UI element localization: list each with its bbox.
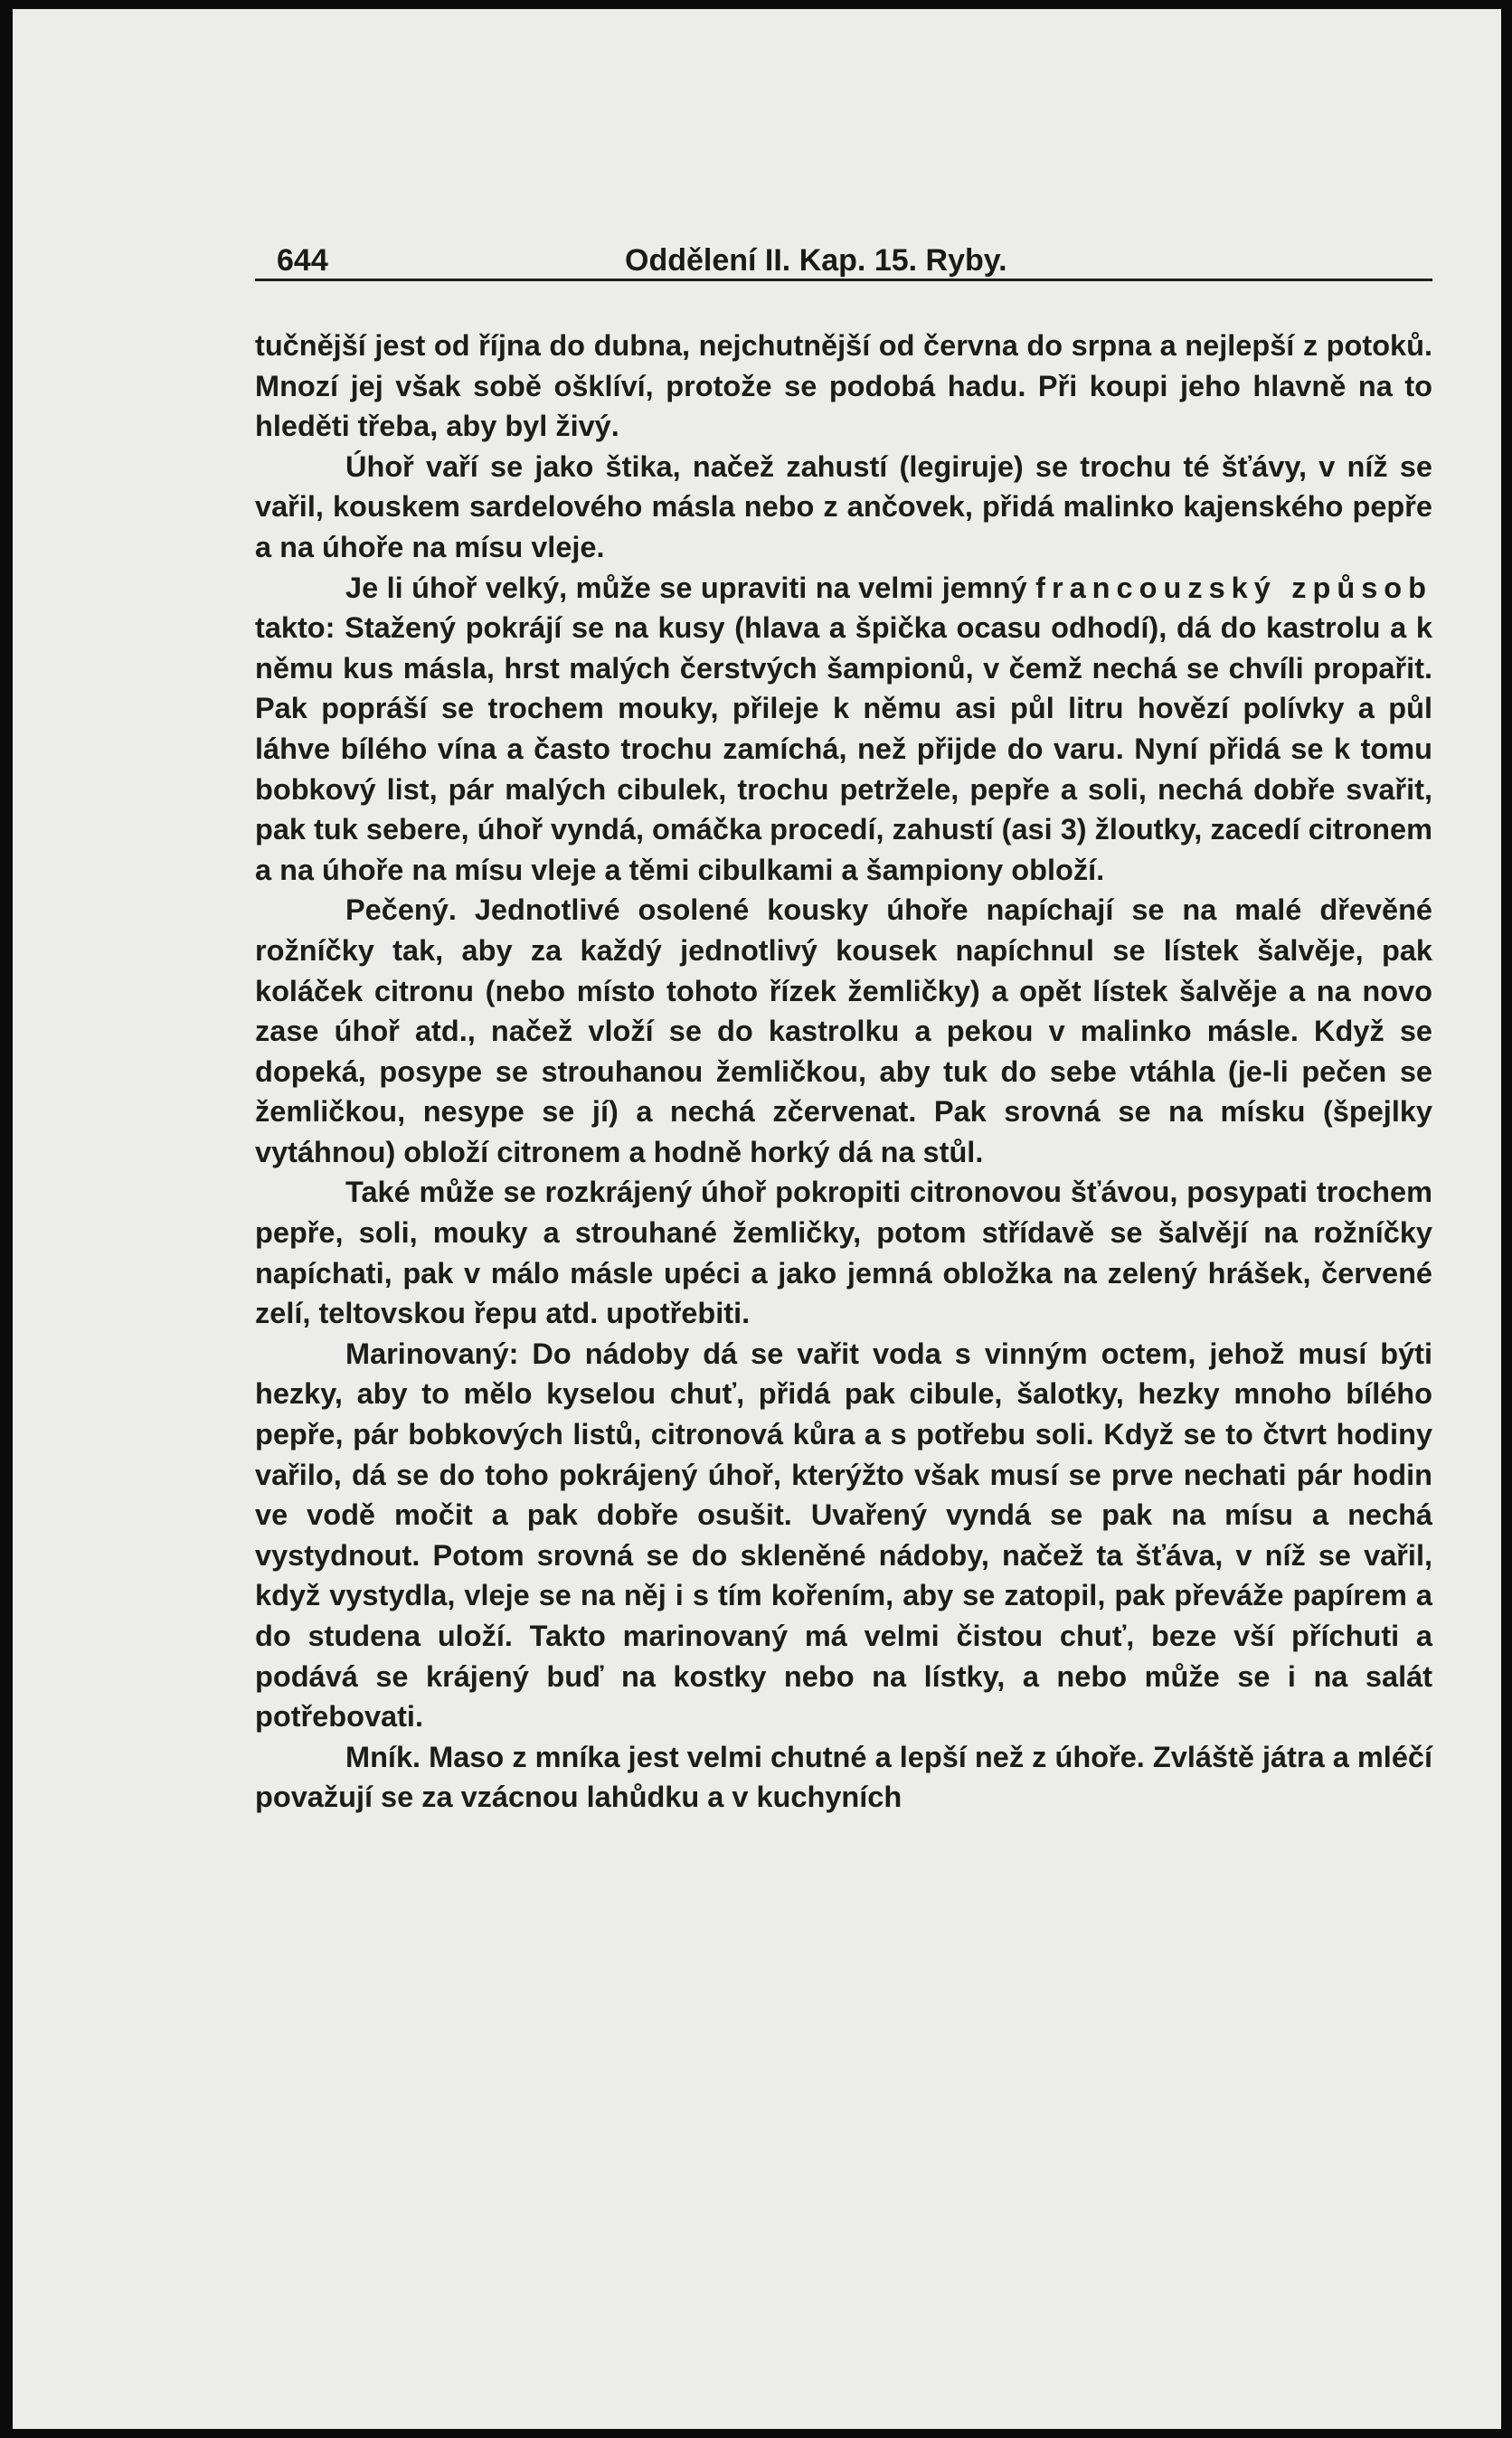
- paragraph-text: Také může se rozkrájený úhoř pokropiti citronovou šťávou, posypati trochem pepře, soli, mouky a strouhané žemličky, potom střídavě se šalvějí na rožníčky napíchati, pak v málo másle upéci a jako jemná obložka na zelený hrášek, červené zelí, teltovskou řepu atd. upotřebiti.: [255, 1176, 1432, 1330]
- paragraph-text: takto: Stažený pokrájí se na kusy (hlava a špička ocasu odhodí), dá do kastrolu a k němu kus másla, hrst malých čerstvých šampionů, v čemž nechá se chvíli propařit. Pak popráší se trochem mouky, přileje k němu asi půl litru hovězí polívky a půl láhve bílého vína a často trochu zamíchá, než přijde do varu. Nyní přidá se k tomu bobkový list, pár malých cibulek, trochu petržele, pepře a soli, nechá dobře svařit, pak tuk sebere, úhoř vyndá, omáčka procedí, zahustí (asi 3) žloutky, zacedí citronem a na úhoře na mísu vleje a těmi cibulkami a šampiony obloží.: [255, 611, 1432, 886]
- paragraph-lead: Marinovaný:: [345, 1337, 519, 1370]
- paragraph: [255, 1334, 1432, 1737]
- page-number: 644: [277, 243, 328, 278]
- paragraph: [255, 1172, 1432, 1333]
- paragraph-lead: Je li úhoř velký, může se upraviti na velmi jemný: [345, 571, 1036, 604]
- paragraph-lead: Mník.: [345, 1740, 421, 1773]
- paragraph: [255, 1737, 1432, 1818]
- header-rule: [255, 279, 1432, 281]
- paragraph: [255, 568, 1432, 891]
- paragraph-text: Maso z mníka jest velmi chutné a lepší než z úhoře. Zvláště játra a mléčí považují se za vzácnou lahůdku a v kuchyních: [255, 1740, 1432, 1814]
- paragraph: [255, 326, 1432, 447]
- paragraph-lead: Pečený.: [345, 893, 457, 927]
- paragraph: [255, 447, 1432, 568]
- paragraph-text: Jednotlivé osolené kousky úhoře napíchají se na malé dřevěné rožníčky tak, aby za každý jednotlivý kousek napíchnul se lístek šalvěje, pak koláček citronu (nebo místo tohoto řízek žemličky) a opět lístek šalvěje a na novo zase úhoř atd., načež vloží se do kastrolku a pekou v malinko másle. Když se dopeká, posype se strouhanou žemličkou, aby tuk do sebe vtáhla (je-li pečen se žemličkou, nesype se jí) a nechá zčervenat. Pak srovná se na mísku (špejlky vytáhnou) obloží citronem a hodně horký dá na stůl.: [255, 893, 1432, 1168]
- body-text: [255, 326, 1432, 1818]
- paragraph-text: Do nádoby dá se vařit voda s vinným octem, jehož musí býti hezky, aby to mělo kyselou chuť, přidá pak cibule, šalotky, hezky mnoho bílého pepře, pár bobkových listů, citronová kůra a s potřebu soli. Když se to čtvrt hodiny vařilo, dá se do toho pokrájený úhoř, kterýžto však musí se prve nechati pár hodin ve vodě močit a pak dobře osušit. Uvařený vyndá se pak na mísu a nechá vystydnout. Potom srovná se do skleněné nádoby, načež ta šťáva, v níž se vařil, když vystydla, vleje se na něj i s tím kořením, aby se zatopil, pak převáže papírem a do studena uloží. Takto marinovaný má velmi čistou chuť, beze vší příchuti a podává se krájený buď na kostky nebo na lístky, a nebo může se i na salát potřebovati.: [255, 1337, 1432, 1734]
- paragraph: [255, 890, 1432, 1172]
- paragraph-text: tučnější jest od října do dubna, nejchutnější od června do srpna a nejlepší z potoků. Mnozí jej však sobě ošklíví, protože se podobá hadu. Při koupi jeho hlavně na to hleděti třeba, aby byl živý.: [255, 329, 1432, 443]
- paragraph-text: Úhoř vaří se jako štika, načež zahustí (legiruje) se trochu té šťávy, v níž se vařil, kouskem sardelového másla nebo z ančovek, přidá malinko kajenského pepře a na úhoře na mísu vleje.: [255, 449, 1432, 563]
- chapter-title: Oddělení II. Kap. 15. Ryby.: [625, 243, 1007, 278]
- spaced-emphasis: francouzský způsob: [1035, 571, 1433, 604]
